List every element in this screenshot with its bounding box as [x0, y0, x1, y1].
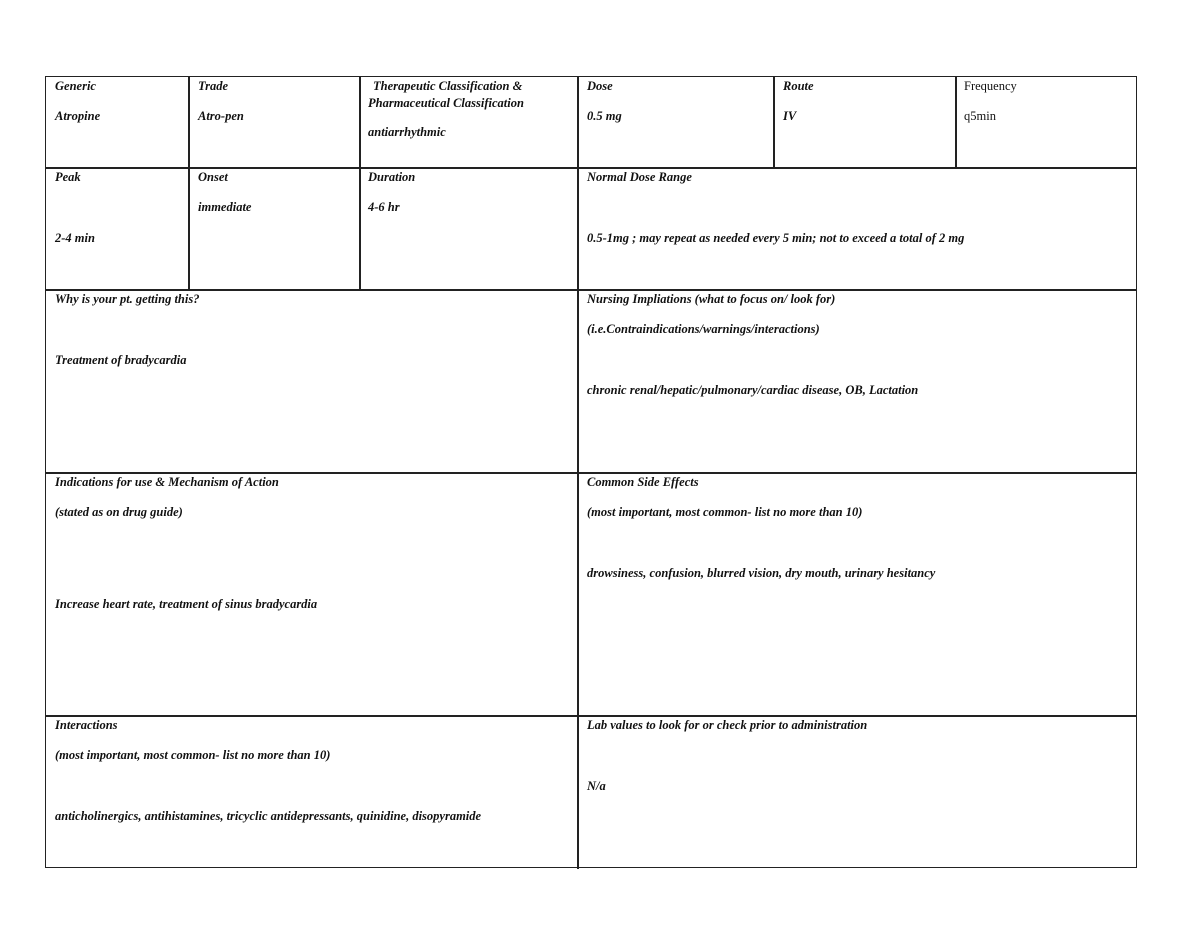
generic-value: Atropine [55, 109, 101, 123]
dose-label: Dose [587, 79, 613, 93]
trade-cell [198, 79, 244, 124]
lab-values-label: Lab values to look for or check prior to administration [587, 718, 868, 732]
frequency-label: Frequency [964, 79, 1017, 93]
interactions-label-line1: Interactions [55, 718, 118, 732]
nursing-implications-cell [587, 292, 918, 398]
trade-label: Trade [198, 79, 229, 93]
column-divider [188, 77, 190, 289]
duration-label: Duration [368, 170, 416, 184]
side-effects-label-line1: Common Side Effects [587, 475, 699, 489]
lab-values-value: N/a [587, 779, 606, 793]
peak-cell [55, 170, 95, 246]
duration-cell [368, 170, 415, 215]
classification-cell [368, 79, 524, 140]
row-divider [46, 167, 1136, 169]
row-divider [46, 715, 1136, 717]
onset-value: immediate [198, 200, 252, 214]
nursing-label-line2: (i.e.Contraindications/warnings/interactions) [587, 322, 820, 336]
dose-value: 0.5 mg [587, 109, 622, 123]
frequency-value: q5min [964, 109, 996, 123]
interactions-cell [55, 718, 481, 824]
nursing-value: chronic renal/hepatic/pulmonary/cardiac disease, OB, Lactation [587, 383, 919, 397]
classification-label-line1: Therapeutic Classification & [373, 79, 523, 93]
why-value: Treatment of bradycardia [55, 353, 187, 367]
peak-label: Peak [55, 170, 81, 184]
why-cell [55, 292, 199, 368]
interactions-label-line2: (most important, most common- list no more than 10) [55, 748, 331, 762]
drug-card-table [45, 76, 1137, 868]
normal-dose-value: 0.5-1mg ; may repeat as needed every 5 min; not to exceed a total of 2 mg [587, 231, 965, 245]
nursing-label-line1: Nursing Impliations (what to focus on/ look for) [587, 292, 836, 306]
dose-cell [587, 79, 622, 124]
indications-label-line2: (stated as on drug guide) [55, 505, 183, 519]
generic-cell [55, 79, 100, 124]
frequency-cell [964, 79, 1017, 124]
classification-label-line2: Pharmaceutical Classification [368, 96, 524, 110]
side-effects-value: drowsiness, confusion, blurred vision, dry mouth, urinary hesitancy [587, 566, 936, 580]
normal-dose-cell [587, 170, 964, 246]
onset-cell [198, 170, 251, 215]
column-divider [359, 77, 361, 289]
generic-label: Generic [55, 79, 96, 93]
lab-values-cell [587, 718, 867, 794]
interactions-value: anticholinergics, antihistamines, tricyclic antidepressants, quinidine, disopyramide [55, 809, 482, 823]
column-divider [773, 77, 775, 167]
column-divider [955, 77, 957, 167]
why-label: Why is your pt. getting this? [55, 292, 200, 306]
indications-cell [55, 475, 317, 612]
row-divider [46, 472, 1136, 474]
duration-value: 4-6 hr [368, 200, 400, 214]
classification-value: antiarrhythmic [368, 125, 446, 139]
side-effects-cell [587, 475, 935, 581]
route-label: Route [783, 79, 814, 93]
side-effects-label-line2: (most important, most common- list no more than 10) [587, 505, 863, 519]
indications-value: Increase heart rate, treatment of sinus bradycardia [55, 597, 318, 611]
column-divider [577, 77, 579, 869]
row-divider [46, 289, 1136, 291]
route-value: IV [783, 109, 797, 123]
onset-label: Onset [198, 170, 228, 184]
indications-label-line1: Indications for use & Mechanism of Action [55, 475, 279, 489]
route-cell [783, 79, 814, 124]
peak-value: 2-4 min [55, 231, 95, 245]
trade-value: Atro-pen [198, 109, 244, 123]
normal-dose-label: Normal Dose Range [587, 170, 692, 184]
